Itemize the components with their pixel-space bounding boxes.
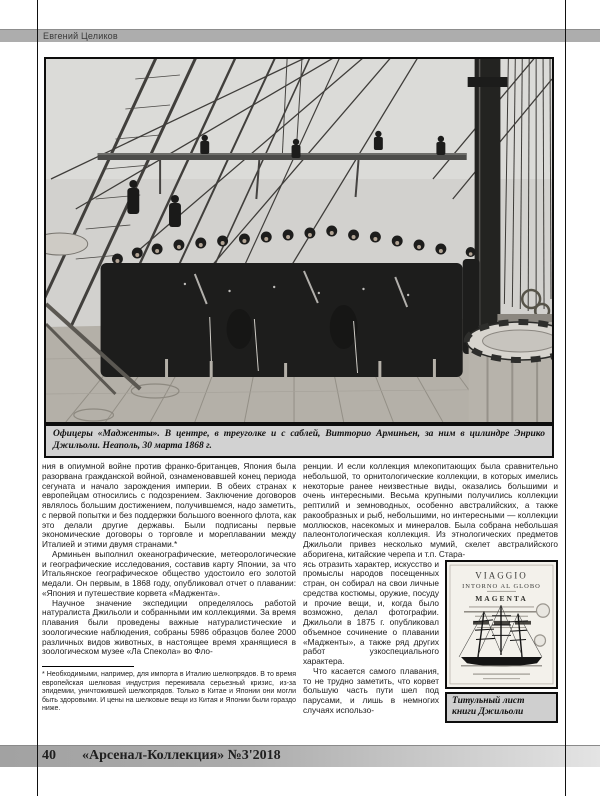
paragraph: Что касается самого плавания, то не трудно заметить, что корвет большую часть пути шел под парусами, и лишь в немногих случаях использо- xyxy=(303,665,439,715)
magazine-title: «Арсенал-Коллекция» №3'2018 xyxy=(82,748,281,763)
paragraph-continuation: ясь отразить характер, искусство и промыслы народов посещенных стран, он собирал на свои личные средства костюмы, оружие, посуду и прочие вещи, и, когда было возможно, делал фотографии. Джильоли в 1875 г. опубликовал объемное сочинение о плавании «Мадженты», а также ряд других работ узкоспециального характера. xyxy=(303,558,439,666)
book-title-page-image xyxy=(445,560,558,689)
book-title-line3: MAGENTA xyxy=(475,593,528,603)
paragraph: Научное значение экспедиции определялось работой натуралиста Джильоли и собранными им коллекциями. За время плавания были проведены важные натуралистические и зоологические наблюдения, собраны 5986 образцов более 2000 различных видов животных, в настоящее время хранящиеся в зоологическом музее «Ла Спекола» во Фло- xyxy=(42,597,296,657)
book-figure xyxy=(445,560,558,723)
paragraph-continuation: ренции. И если коллекция млекопитающих была сравнительно небольшой, то орнитологические коллекции, в которых имелись некоторые ранее неизвестные виды, оказались большими и очень интересными. Весьма крупными получились коллекции рептилий и земноводных, особенно австралийских, а также ракообразных и рыб, небольшими, но интересными — коллекции моллюсков, насекомых и минералов. Была собрана небольшая палеонтологическая коллекция. Из этнологических предметов Джильоли привез несколько мумий, скелет австралийского аборигена, китайские черепа и т.п. Стара- xyxy=(303,461,558,559)
book-title-line2: INTORNO AL GLOBO xyxy=(462,582,541,590)
ship-photo-illustration xyxy=(46,59,552,422)
book-title-line1: VIAGGIO xyxy=(475,569,528,581)
footnote-rule xyxy=(42,666,134,667)
page-frame-right-rule xyxy=(565,0,566,796)
author-name: Евгений Целиков xyxy=(43,31,118,41)
footer-bar xyxy=(0,745,600,767)
footnote-block xyxy=(42,666,296,714)
text-and-book-row xyxy=(303,560,558,723)
ship-deck-photo xyxy=(44,57,554,424)
paragraph-continuation: ния в опиумной войне против франко-британцев, Япония была разорвана гражданской войной, ознаменовавшей конец периода сегуната и начало зарождения империи. В обеих странах к европейцам относились с подозрением. Заключение договоров являлось большим достижением, получившемся, надо заметить, с первой попытки и без поддержки большого военного флота, как это делали другие державы. Были подписаны первые экономические договоры о торговле и мореплавании между Италией и этими двумя странами.* xyxy=(42,461,296,549)
narrow-text-block xyxy=(303,560,439,716)
book-caption: Титульный лист книги Джильоли xyxy=(445,692,558,723)
photo-caption: Офицеры «Мадженты». В центре, в треуголке и с саблей, Витторио Арминьен, за ним в цилиндре Энрико Джильоли. Неаполь, 30 марта 1868 г. xyxy=(44,424,554,458)
left-text-column xyxy=(42,462,296,714)
paragraph: Арминьен выполнил океанографические, метеорологические и географические исследования, составив карту Японии, за что Итальянское географическое общество удостоило его золотой медали. Он первым, в 1868 году, опубликовал отчет о плавании: «Япония и путешествие корвета «Маджента». xyxy=(42,548,296,598)
book-title-page-illustration xyxy=(447,562,556,687)
footnote-text: * Необходимыми, например, для импорта в Италию шелкопрядов. В то время европейская шелковая индустрия переживала серьезный кризис, из-за эпидемии, уничтожившей шелкопрядов. Только в Китае и Японии они могли быть здоровыми. И цены на шелковые вещи из Китая и Японии были гораздо ниже. xyxy=(42,671,296,713)
right-text-column xyxy=(303,462,558,723)
page-frame-left-rule xyxy=(37,0,38,796)
ship-photo-figure xyxy=(44,57,554,458)
author-bar xyxy=(0,29,600,42)
page-number: 40 xyxy=(42,748,56,763)
